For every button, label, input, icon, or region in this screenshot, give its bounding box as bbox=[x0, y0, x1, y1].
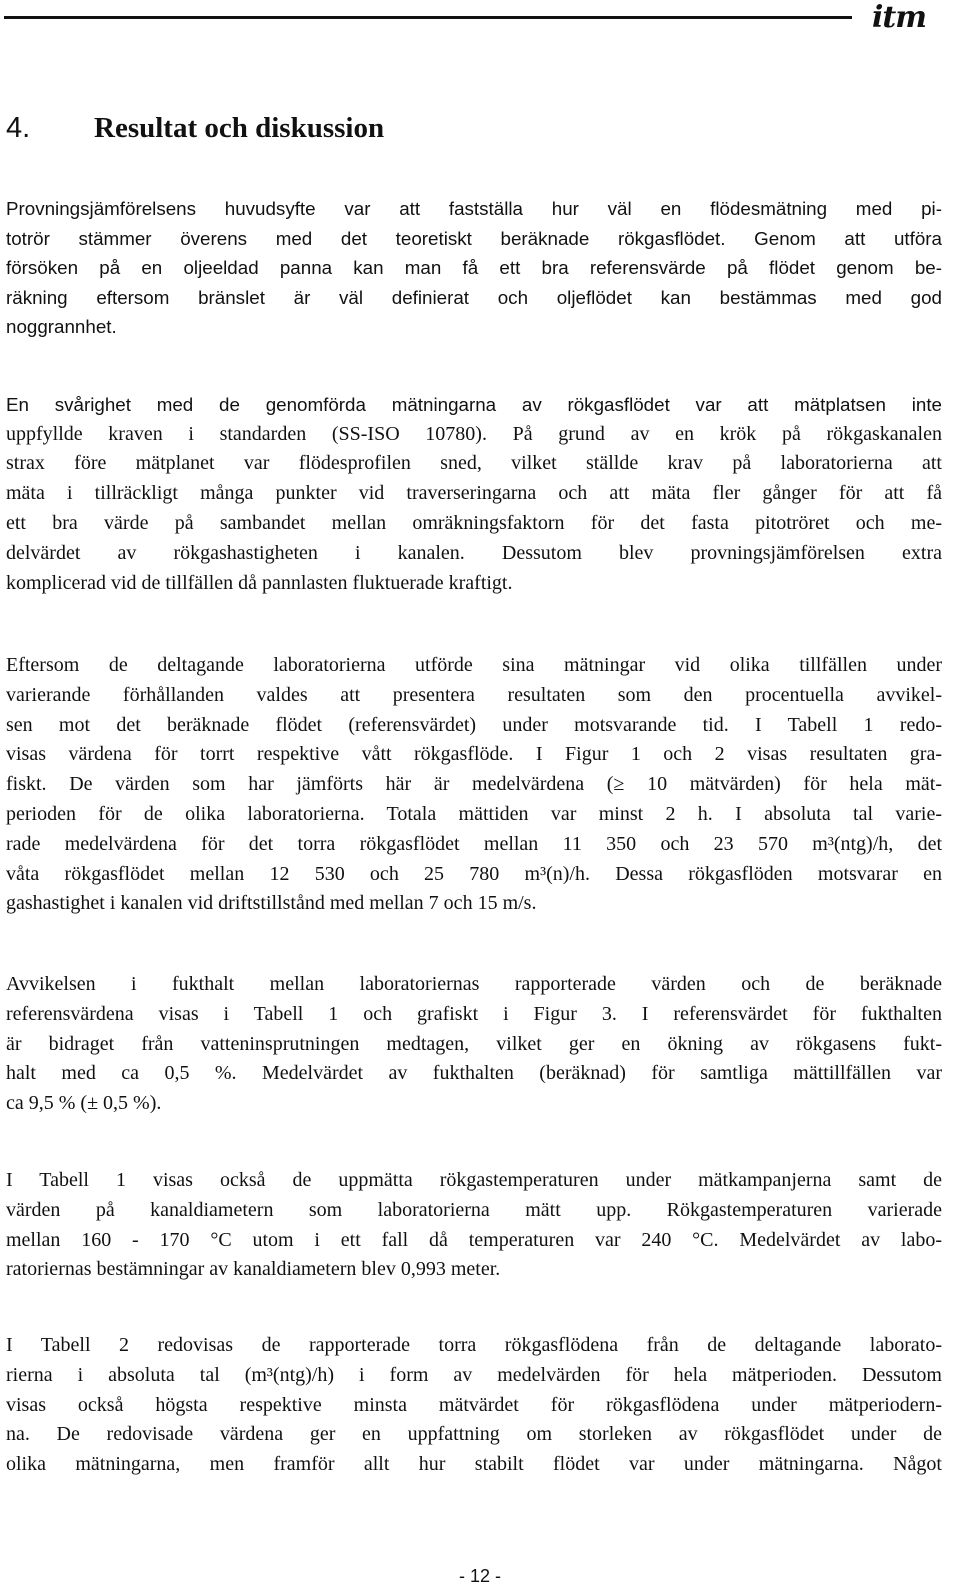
paragraph-results bbox=[6, 651, 942, 919]
text-line: mäta i tillräckligt många punkter vid traverseringarna och att mäta fler gånger för att få bbox=[6, 482, 942, 505]
section-heading bbox=[6, 112, 384, 145]
text-line: ett bra värde på sambandet mellan omräkningsfaktorn för det fasta pitotröret och me- bbox=[6, 511, 942, 534]
page-number: - 12 - bbox=[458, 1566, 501, 1586]
text-line: värden på kanaldiametern som laboratorierna mätt upp. Rökgastemperaturen varierade bbox=[6, 1198, 942, 1221]
text-line: fiskt. De värden som har jämförts här är medelvärdena (≥ 10 mätvärden) för hela mät- bbox=[6, 773, 942, 796]
text-line: perioden för de olika laboratorierna. Totala mättiden var minst 2 h. I absoluta tal varie- bbox=[6, 802, 942, 825]
text-line: Eftersom de deltagande laboratorierna utförde sina mätningar vid olika tillfällen under bbox=[6, 654, 942, 676]
text-line: totrör stämmer överens med det teoretiskt beräknade rökgasflödet. Genom att utföra bbox=[6, 227, 942, 249]
text-line: I Tabell 1 visas också de uppmätta rökgastemperaturen under mätkampanjerna samt de bbox=[6, 1169, 942, 1191]
paragraph-temperature bbox=[6, 1166, 942, 1285]
text-line: Provningsjämförelsens huvudsyfte var att fastställa hur väl en flödesmätning med pi- bbox=[6, 198, 942, 219]
text-line: sen mot det beräknade flödet (referensvärdet) under motsvarande tid. I Tabell 1 redo- bbox=[6, 713, 942, 736]
text-line: delvärdet av rökgashastigheten i kanalen. Dessutom blev provningsjämförelsen extra bbox=[6, 541, 942, 564]
text-line: visas också högsta respektive minsta mätvärdet för rökgasflödena under mätperiodern- bbox=[6, 1393, 942, 1416]
text-line: strax före mätplanet var flödesprofilen sned, vilket ställde krav på laboratorierna att bbox=[6, 452, 942, 475]
text-line: visas värdena för torrt respektive vått rökgasflöde. I Figur 1 och 2 visas resultaten gra- bbox=[6, 743, 942, 766]
text-line: uppfyllde kraven i standarden (SS-ISO 10780). På grund av en krök på rökgaskanalen bbox=[6, 422, 942, 445]
text-line: våta rökgasflödet mellan 12 530 och 25 780 m³(n)/h. Dessa rökgasflöden motsvarar en bbox=[6, 862, 942, 885]
paragraph-table2 bbox=[6, 1331, 942, 1480]
text-line: rierna i absoluta tal (m³(ntg)/h) i form av medelvärden för hela mätperioden. Dessutom bbox=[6, 1363, 942, 1386]
section-number: 4. bbox=[6, 112, 31, 144]
text-line: försöken på en oljeeldad panna kan man få ett bra referensvärde på flödet genom be- bbox=[6, 257, 942, 279]
text-line: mellan 160 - 170 °C utom i ett fall då temperaturen var 240 °C. Medelvärdet av labo- bbox=[6, 1228, 942, 1251]
header-rule bbox=[4, 16, 852, 19]
text-line: En svårighet med de genomförda mätningarna av rökgasflödet var att mätplatsen inte bbox=[6, 394, 942, 415]
text-line: gashastighet i kanalen vid driftstillstånd med mellan 7 och 15 m/s. bbox=[6, 892, 537, 915]
text-line: rade medelvärdena för det torra rökgasflödet mellan 11 350 och 23 570 m³(ntg)/h, det bbox=[6, 832, 942, 855]
text-line: är bidraget från vatteninsprutningen medtagen, vilket ger en ökning av rökgasens fukt- bbox=[6, 1032, 942, 1055]
text-line: I Tabell 2 redovisas de rapporterade torra rökgasflödena från de deltagande laborato- bbox=[6, 1334, 942, 1356]
text-line: halt med ca 0,5 %. Medelvärdet av fukthalten (beräknad) för samtliga mättillfällen var bbox=[6, 1062, 942, 1085]
text-line: ca 9,5 % (± 0,5 %). bbox=[6, 1092, 162, 1115]
text-line: referensvärdena visas i Tabell 1 och grafiskt i Figur 3. I referensvärdet för fukthalten bbox=[6, 1002, 942, 1025]
text-line: ratoriernas bestämningar av kanaldiametern blev 0,993 meter. bbox=[6, 1258, 501, 1281]
section-title: Resultat och diskussion bbox=[94, 112, 385, 144]
text-line: na. De redovisade värdena ger en uppfattning om storleken av rökgasflödet under de bbox=[6, 1423, 942, 1446]
text-line: varierande förhållanden valdes att presentera resultaten som den procentuella avvikel- bbox=[6, 683, 942, 706]
paragraph-purpose bbox=[6, 194, 942, 342]
text-line: komplicerad vid de tillfällen då pannlasten fluktuerade kraftigt. bbox=[6, 571, 513, 594]
paragraph-difficulty bbox=[6, 390, 942, 598]
itm-logo: itm bbox=[872, 0, 926, 35]
paragraph-moisture bbox=[6, 970, 942, 1119]
text-line: Avvikelsen i fukthalt mellan laboratoriernas rapporterade värden och de beräknade bbox=[6, 973, 942, 995]
text-line: räkning eftersom bränslet är väl definierat och oljeflödet kan bestämmas med god bbox=[6, 286, 942, 308]
text-line: olika mätningarna, men framför allt hur stabilt flödet var under mätningarna. Något bbox=[6, 1453, 942, 1476]
text-line: noggrannhet. bbox=[6, 316, 117, 338]
